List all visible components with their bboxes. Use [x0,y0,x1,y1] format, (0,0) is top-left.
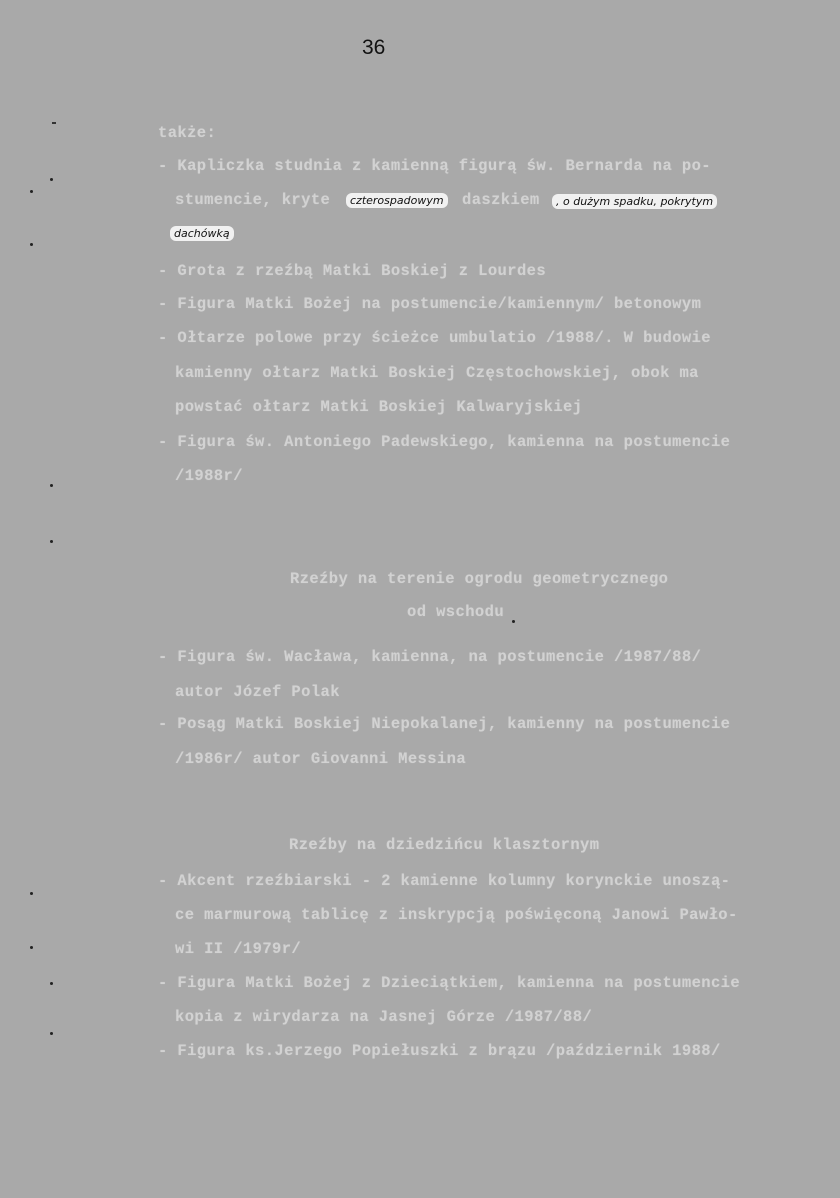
margin-speck [30,190,33,193]
text-line: - Grota z rzeźbą Matki Boskiej z Lourdes [158,262,547,280]
margin-speck [512,620,515,623]
text-line: daszkiem [462,191,540,209]
text-line: - Figura Matki Bożej z Dzieciątkiem, kamienna na postumencie [158,974,741,992]
text-line: - Ołtarze polowe przy ścieżce umbulatio /1988/. W budowie [158,329,711,347]
margin-speck [30,946,33,949]
text-line: ce marmurową tablicę z inskrypcją poświęconą Janowi Pawło- [175,906,738,924]
intro-line: także: [158,124,217,142]
text-line: kopia z wirydarza na Jasnej Górze /1987/88/ [175,1008,593,1026]
text-line: /1986r/ autor Giovanni Messina [175,750,467,768]
text-line: powstać ołtarz Matki Boskiej Kalwaryjskiej [175,398,583,416]
text-line: wi II /1979r/ [175,940,302,958]
text-line: - Figura Matki Bożej na postumencie/kamiennym/ betonowym [158,295,702,313]
handwritten-note: , o dużym spadku, pokrytym [552,194,717,209]
handwritten-note: dachówką [170,226,234,241]
page-number: 36 [362,36,386,59]
text-line: stumencie, kryte [175,191,331,209]
section-heading: Rzeźby na dziedzińcu klasztornym [289,836,600,854]
section-heading: od wschodu [407,603,505,621]
text-line: - Akcent rzeźbiarski - 2 kamienne kolumny korynckie unoszą- [158,872,731,890]
text-line: kamienny ołtarz Matki Boskiej Częstochowskiej, obok ma [175,364,699,382]
margin-speck [30,892,33,895]
handwritten-note: czterospadowym [346,193,448,208]
margin-speck [50,982,53,985]
text-line: - Figura ks.Jerzego Popiełuszki z brązu /październik 1988/ [158,1042,721,1060]
margin-speck [52,122,56,124]
text-line: - Posąg Matki Boskiej Niepokalanej, kamienny na postumencie [158,715,731,733]
text-line: /1988r/ [175,467,243,485]
margin-speck [30,243,33,246]
margin-speck [50,540,53,543]
section-heading: Rzeźby na terenie ogrodu geometrycznego [290,570,669,588]
text-line: autor Józef Polak [175,683,340,701]
text-line: - Figura św. Antoniego Padewskiego, kamienna na postumencie [158,433,731,451]
text-line: - Figura św. Wacława, kamienna, na postumencie /1987/88/ [158,648,702,666]
text-line: - Kapliczka studnia z kamienną figurą św. Bernarda na po- [158,157,711,175]
margin-speck [50,178,53,181]
margin-speck [50,1032,53,1035]
margin-speck [50,484,53,487]
